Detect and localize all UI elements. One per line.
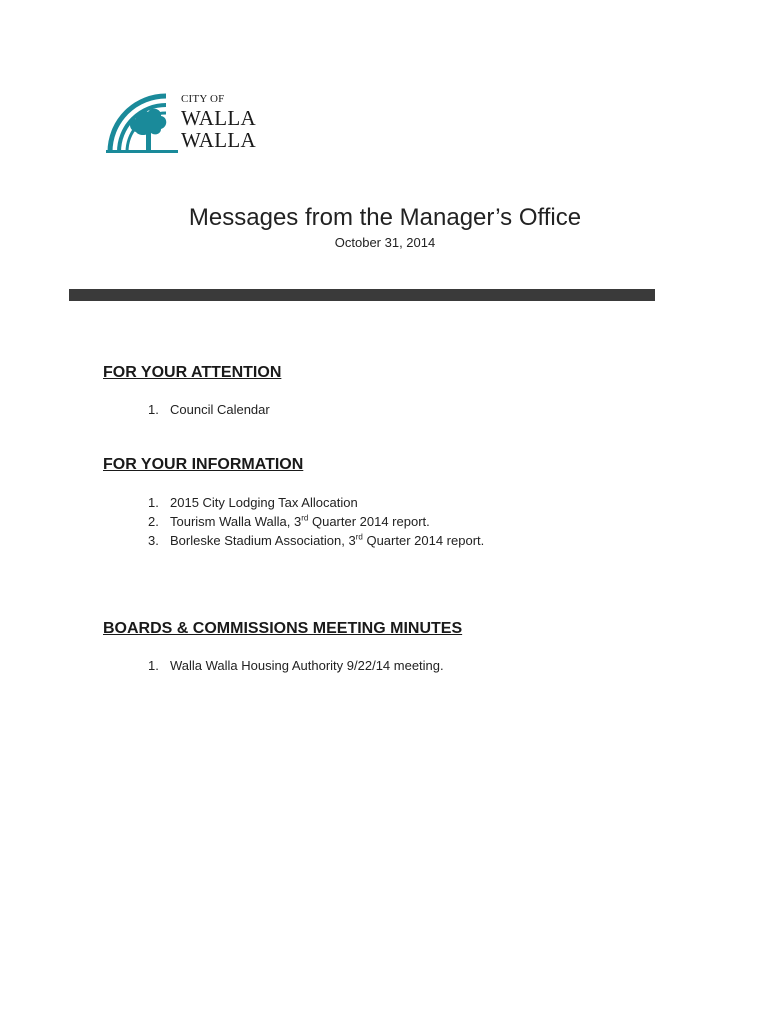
city-logo [106,92,256,156]
tree-emblem-icon [106,92,178,156]
information-list [148,493,484,550]
item-number: 1. [148,402,159,417]
list-item [148,400,270,419]
item-text: Walla Walla Housing Authority 9/22/14 meeting. [170,658,444,673]
boards-list [148,656,444,675]
list-item [148,493,484,512]
section-heading-information: FOR YOUR INFORMATION [103,456,304,473]
header-divider [69,289,655,301]
item-number: 1. [148,658,159,673]
attention-list [148,400,270,419]
item-text: Borleske Stadium Association, 3rd Quarter 2014 report. [170,532,485,548]
list-item [148,656,444,675]
item-text: Council Calendar [170,402,270,417]
logo-walla-1: WALLA [181,106,256,130]
item-number: 1. [148,495,159,510]
list-item [148,531,484,550]
item-number: 3. [148,533,159,548]
item-text: 2015 City Lodging Tax Allocation [170,495,358,510]
page-title: Messages from the Manager’s Office [188,204,582,231]
item-number: 2. [148,514,159,529]
section-heading-boards: BOARDS & COMMISSIONS MEETING MINUTES [103,620,463,637]
logo-walla-2: WALLA [181,128,256,152]
page-date: October 31, 2014 [334,235,436,250]
list-item [148,512,484,531]
item-text: Tourism Walla Walla, 3rd Quarter 2014 report. [170,513,430,529]
logo-wordmark [181,94,256,151]
logo-city-of: CITY OF [181,93,225,105]
section-heading-attention: FOR YOUR ATTENTION [103,364,282,381]
